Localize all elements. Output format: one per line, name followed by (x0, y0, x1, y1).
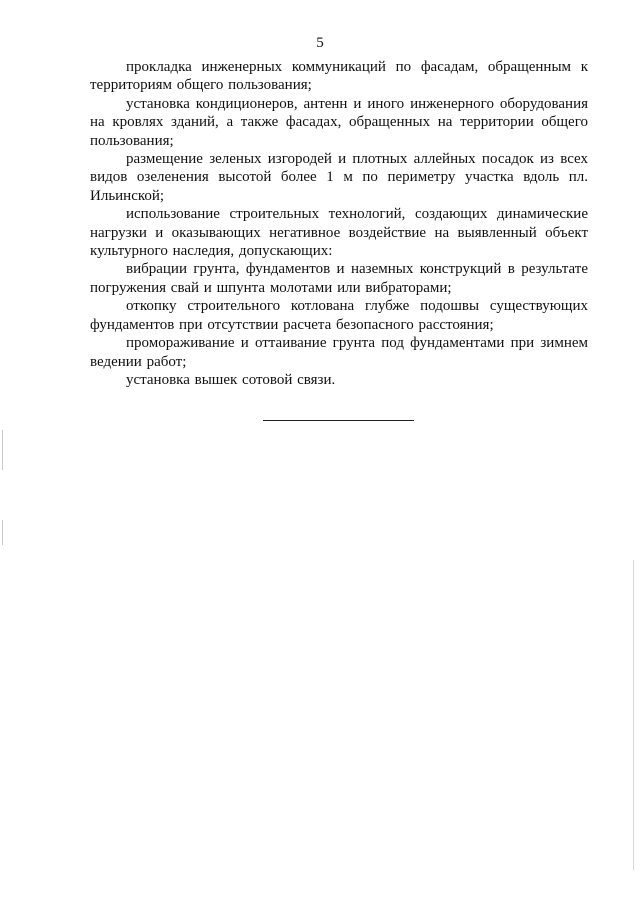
paragraph: промораживание и оттаивание грунта под фундаментами при зимнем ведении работ; (90, 335, 588, 370)
paragraph: использование строительных технологий, создающих динамические нагрузки и оказывающих негативное воздействие на выявленный объект культурного наследия, допускающих: (90, 206, 588, 260)
paragraph: установка кондиционеров, антенн и иного инженерного оборудования на кровлях зданий, а также фасадах, обращенных на территории общего пользования; (90, 95, 588, 149)
closing-divider (263, 420, 414, 421)
paragraph: размещение зеленых изгородей и плотных аллейных посадок из всех видов озеленения высотой более 1 м по периметру участка вдоль пл. Ильинской; (90, 151, 588, 204)
scan-edge-mark (2, 520, 3, 545)
page-number: 5 (316, 35, 324, 51)
scan-edge-mark (633, 560, 634, 870)
document-body (90, 58, 588, 389)
paragraph: откопку строительного котлована глубже подошвы существующих фундаментов при отсутствии расчета безопасного расстояния; (90, 298, 588, 333)
paragraph: вибрации грунта, фундаментов и наземных конструкций в результате погружения свай и шпунта молотами или вибраторами; (90, 261, 588, 296)
paragraph: установка вышек сотовой связи. (126, 371, 336, 388)
paragraph: прокладка инженерных коммуникаций по фасадам, обращенным к территориям общего пользования; (90, 59, 588, 94)
scan-edge-mark (2, 430, 3, 470)
